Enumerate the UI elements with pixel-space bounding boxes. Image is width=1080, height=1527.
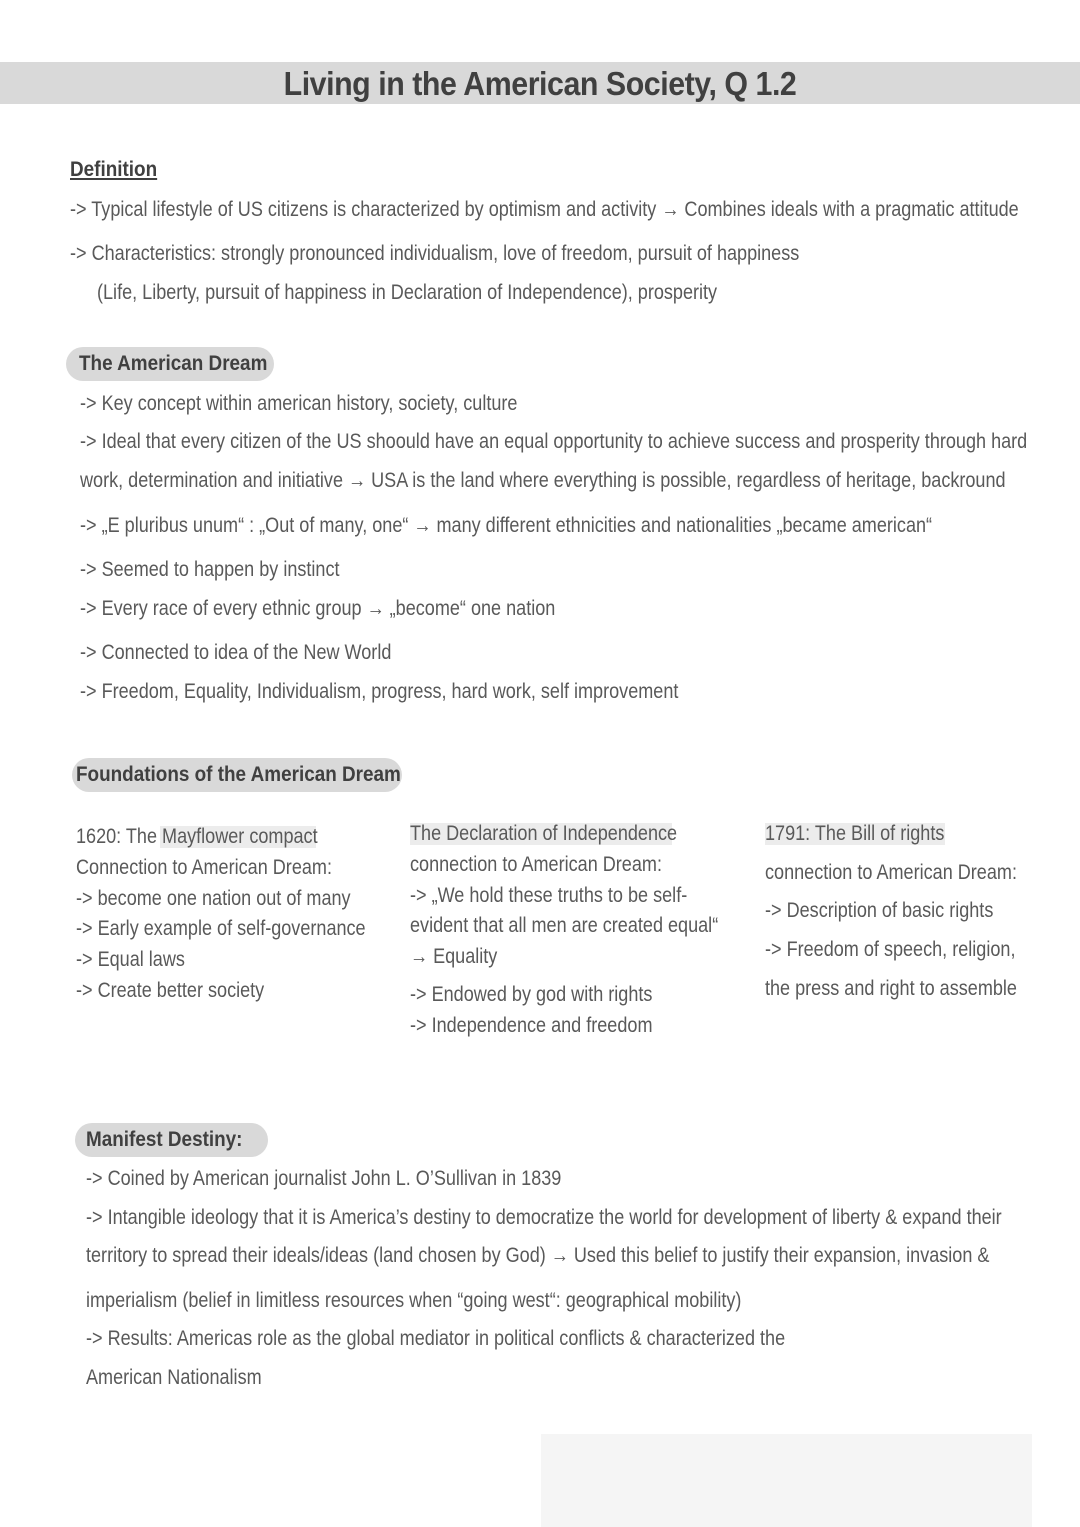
- manifest-destiny-line: American Nationalism: [86, 1366, 262, 1389]
- foundation-col1-line: Connection to American Dream:: [76, 856, 332, 879]
- foundation-col2-line: The Declaration of Independence: [410, 822, 678, 845]
- american-dream-heading: The American Dream: [79, 352, 268, 375]
- foundation-col1-line: 1620: The Mayflower compact: [76, 825, 318, 848]
- foundation-col2-line: -> Independence and freedom: [410, 1014, 653, 1037]
- foundation-col3-line: the press and right to assemble: [765, 977, 1017, 1000]
- manifest-destiny-line: -> Results: Americas role as the global mediator in political conflicts & characterized the: [86, 1327, 786, 1350]
- foundation-col2-line: -> „We hold these truths to be self-: [410, 884, 688, 907]
- footer-placeholder-box: [541, 1434, 1032, 1527]
- foundation-col3-line: 1791: The Bill of rights: [765, 822, 945, 845]
- foundation-col2-line: evident that all men are created equal“: [410, 914, 719, 937]
- manifest-destiny-line: -> Intangible ideology that it is America’s destiny to democratize the world for development of liberty & expand their: [86, 1206, 1002, 1229]
- foundations-heading: Foundations of the American Dream: [76, 763, 401, 786]
- foundation-col3-line: -> Freedom of speech, religion,: [765, 938, 1016, 961]
- manifest-destiny-line: imperialism (belief in limitless resources when “going west“: geographical mobility): [86, 1289, 742, 1312]
- foundation-col1-line: -> Equal laws: [76, 948, 185, 971]
- foundation-col1-line: -> Create better society: [76, 979, 265, 1002]
- american-dream-line: -> Every race of every ethnic group → „become“ one nation: [80, 597, 556, 620]
- foundation-col3-line: connection to American Dream:: [765, 861, 1017, 884]
- american-dream-line: work, determination and initiative → USA is the land where everything is possible, regardless of heritage, backround: [80, 469, 1006, 492]
- american-dream-line: -> Freedom, Equality, Individualism, progress, hard work, self improvement: [80, 680, 679, 703]
- american-dream-line: -> Connected to idea of the New World: [80, 641, 392, 664]
- foundation-col2-line: → Equality: [410, 945, 498, 968]
- page-title: Living in the American Society, Q 1.2: [283, 65, 797, 102]
- manifest-destiny-line: -> Coined by American journalist John L. O’Sullivan in 1839: [86, 1167, 562, 1190]
- american-dream-line: -> „E pluribus unum“ : „Out of many, one“ → many different ethnicities and nationalities „became american“: [80, 514, 933, 537]
- american-dream-line: -> Seemed to happen by instinct: [80, 558, 340, 581]
- definition-line: (Life, Liberty, pursuit of happiness in Declaration of Independence), prosperity: [97, 281, 718, 304]
- foundation-col1-line: -> Early example of self-governance: [76, 917, 366, 940]
- manifest-destiny-heading: Manifest Destiny:: [86, 1128, 243, 1151]
- american-dream-line: -> Ideal that every citizen of the US shoould have an equal opportunity to achieve success and prosperity through hard: [80, 430, 1028, 453]
- definition-line: -> Typical lifestyle of US citizens is characterized by optimism and activity → Combines ideals with a pragmatic attitude: [70, 198, 1019, 221]
- american-dream-line: -> Key concept within american history, society, culture: [80, 392, 518, 415]
- manifest-destiny-line: territory to spread their ideals/ideas (land chosen by God) → Used this belief to justify their expansion, invasion &: [86, 1244, 990, 1267]
- foundation-col1-line: -> become one nation out of many: [76, 887, 351, 910]
- foundation-col2-line: -> Endowed by god with rights: [410, 983, 653, 1006]
- foundation-col2-line: connection to American Dream:: [410, 853, 662, 876]
- definition-line: -> Characteristics: strongly pronounced individualism, love of freedom, pursuit of happiness: [70, 242, 800, 265]
- foundation-col3-line: -> Description of basic rights: [765, 899, 994, 922]
- definition-heading: Definition: [70, 158, 158, 181]
